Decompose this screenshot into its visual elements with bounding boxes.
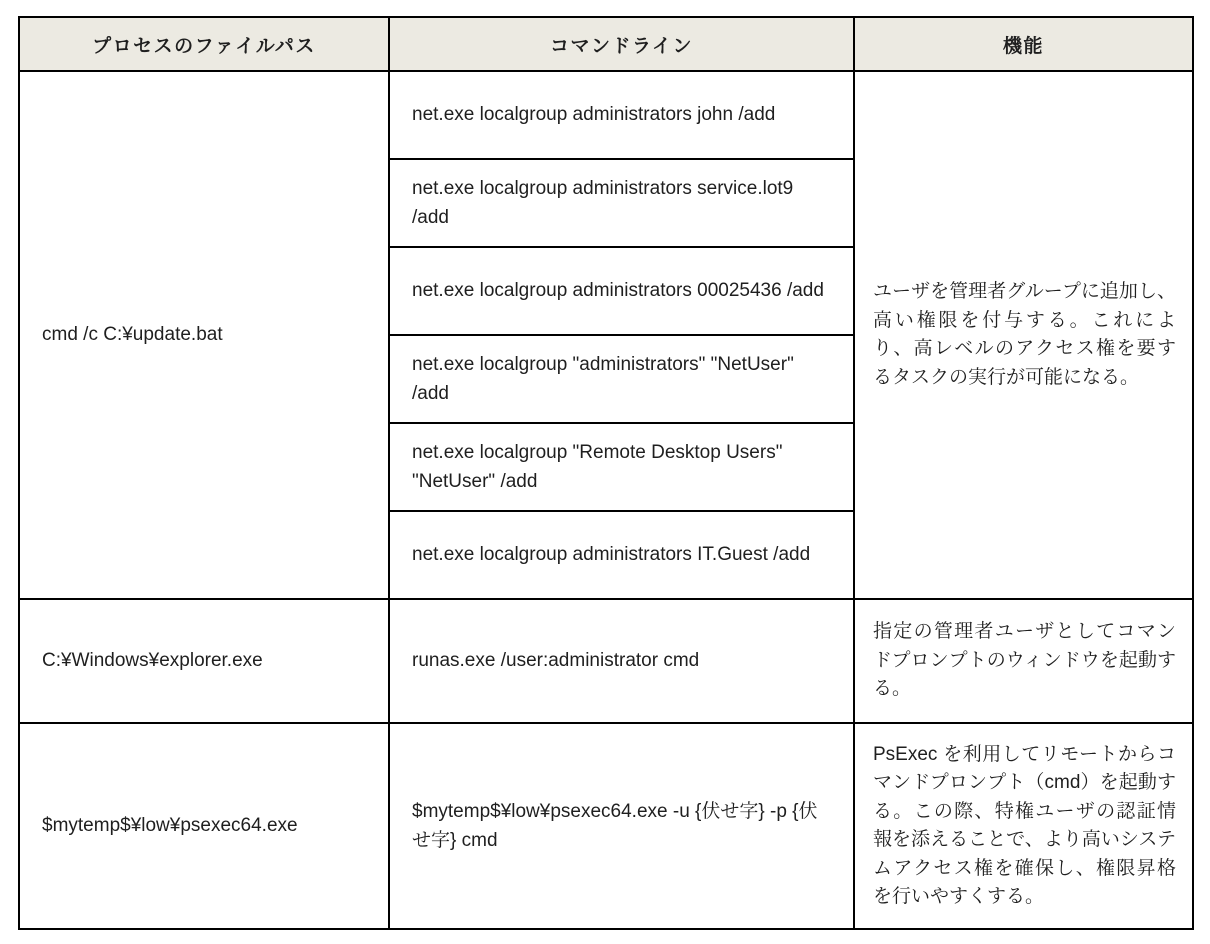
table-row — [19, 599, 1193, 723]
command-cell: net.exe localgroup "Remote Desktop Users" "NetUser" /add — [389, 423, 854, 511]
column-header-process-filepath: プロセスのファイルパス — [19, 17, 389, 71]
command-cell: net.exe localgroup administrators IT.Guest /add — [389, 511, 854, 599]
function-cell: ユーザを管理者グループに追加し、高い権限を付与する。これにより、高レベルのアクセス権を要するタスクの実行が可能になる。 — [854, 71, 1193, 599]
table-row — [19, 723, 1193, 929]
command-cell: runas.exe /user:administrator cmd — [389, 599, 854, 723]
process-path-cell: cmd /c C:¥update.bat — [19, 71, 389, 599]
process-path-cell: $mytemp$¥low¥psexec64.exe — [19, 723, 389, 929]
process-path-cell: C:¥Windows¥explorer.exe — [19, 599, 389, 723]
function-cell: 指定の管理者ユーザとしてコマンドプロンプトのウィンドウを起動する。 — [854, 599, 1193, 723]
command-cell: net.exe localgroup "administrators" "NetUser" /add — [389, 335, 854, 423]
column-header-commandline: コマンドライン — [389, 17, 854, 71]
process-command-table — [18, 16, 1194, 930]
column-header-function: 機能 — [854, 17, 1193, 71]
command-cell: net.exe localgroup administrators service.lot9 /add — [389, 159, 854, 247]
command-cell: net.exe localgroup administrators 00025436 /add — [389, 247, 854, 335]
function-cell: PsExec を利用してリモートからコマンドプロンプト（cmd）を起動する。この際、特権ユーザの認証情報を添えることで、より高いシステムアクセス権を確保し、権限昇格を行いやすくする。 — [854, 723, 1193, 929]
table-row — [19, 71, 1193, 159]
command-cell: net.exe localgroup administrators john /add — [389, 71, 854, 159]
table-header-row — [19, 17, 1193, 71]
command-cell: $mytemp$¥low¥psexec64.exe -u {伏せ字} -p {伏せ字} cmd — [389, 723, 854, 929]
